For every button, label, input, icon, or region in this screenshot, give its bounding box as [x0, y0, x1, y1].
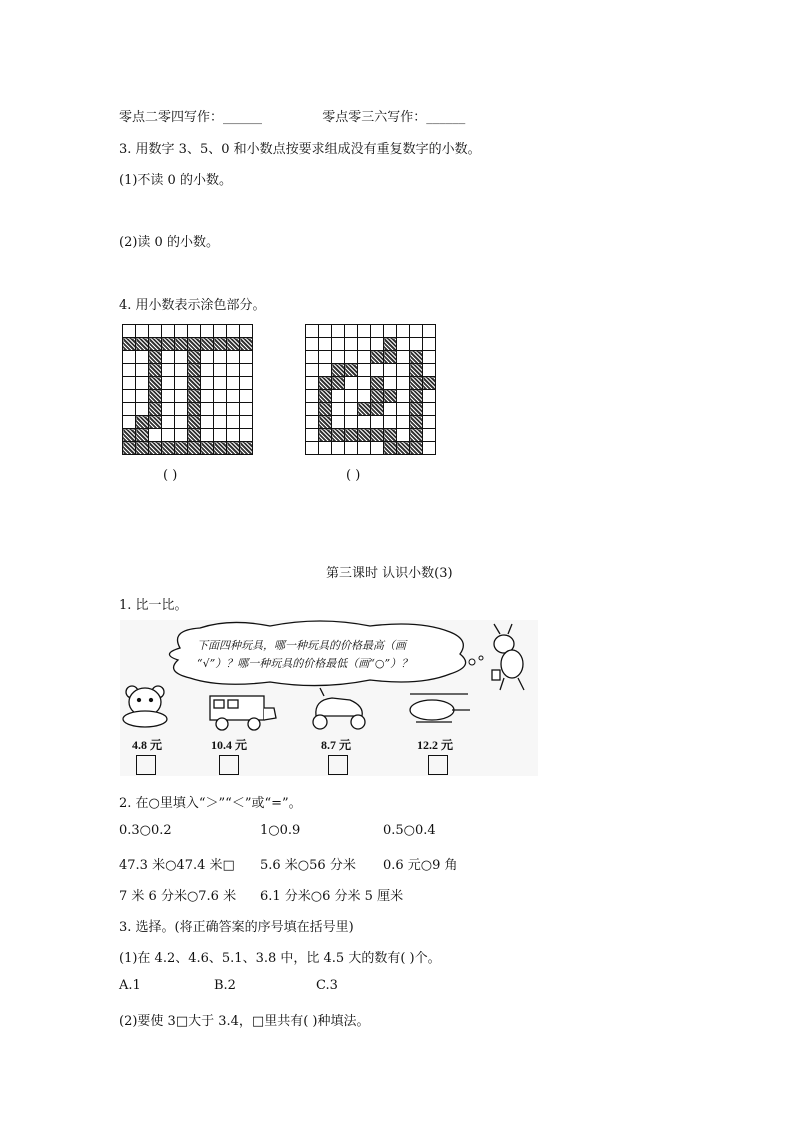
grid-cell [240, 364, 253, 377]
grid-cell [345, 416, 358, 429]
price-car: 10.4 元 [211, 738, 248, 752]
option-a: A.1 [119, 978, 141, 993]
grid-cell [136, 377, 149, 390]
choose-title: 3. 选择。(将正确答案的序号填在括号里) [119, 920, 354, 935]
fill-r3c1: 7 米 6 分米○7.6 米 [119, 889, 237, 904]
answer-right: ( ) [346, 468, 361, 483]
grid-cell [319, 364, 332, 377]
grid-cell [423, 429, 436, 442]
left-label: 零点二零四写作：______ [119, 110, 263, 125]
fill-title: 2. 在○里填入“＞”“＜”或“=”。 [119, 796, 302, 811]
grid-cell [345, 377, 358, 390]
grid-cell [423, 442, 436, 455]
scooter-icon [313, 688, 365, 729]
shaded-cell [410, 364, 423, 377]
shaded-cell [240, 442, 253, 455]
grid-cell [227, 364, 240, 377]
price-bear: 4.8 元 [132, 738, 163, 752]
toy-illustration [120, 620, 538, 776]
grid-cell [306, 416, 319, 429]
grid-cell [397, 325, 410, 338]
grid-cell [201, 351, 214, 364]
shaded-cell [188, 390, 201, 403]
shaded-cell [188, 442, 201, 455]
shaded-cell [384, 442, 397, 455]
grid-cell [358, 338, 371, 351]
grid-cell [123, 325, 136, 338]
grid-cell [306, 403, 319, 416]
shaded-cell [149, 403, 162, 416]
grid-cell [214, 325, 227, 338]
helicopter-icon [410, 694, 470, 722]
grid-cell [227, 403, 240, 416]
grid-cell [397, 416, 410, 429]
shaded-cell [240, 338, 253, 351]
grid-cell [358, 364, 371, 377]
grid-right [305, 324, 436, 455]
shaded-cell [188, 364, 201, 377]
bear-icon [123, 686, 167, 727]
grid-cell [332, 338, 345, 351]
grid-cell [149, 429, 162, 442]
shaded-cell [319, 429, 332, 442]
shaded-cell [175, 442, 188, 455]
shaded-cell [227, 338, 240, 351]
grid-cell [345, 403, 358, 416]
shaded-cell [410, 442, 423, 455]
shaded-cell [332, 429, 345, 442]
shaded-cell [149, 338, 162, 351]
grid-cell [384, 377, 397, 390]
grid-cell [345, 351, 358, 364]
q3-title: 3. 用数字 3、5、0 和小数点按要求组成没有重复数字的小数。 [119, 142, 481, 157]
grid-cell [423, 325, 436, 338]
grid-cell [175, 351, 188, 364]
shaded-cell [371, 377, 384, 390]
grid-cell [410, 338, 423, 351]
grid-cell [397, 377, 410, 390]
grid-cell [358, 351, 371, 364]
grid-cell [162, 351, 175, 364]
grid-cell [162, 325, 175, 338]
shaded-cell [384, 429, 397, 442]
grid-cell [149, 325, 162, 338]
grid-cell [358, 325, 371, 338]
bee-icon [492, 624, 524, 690]
grid-cell [397, 429, 410, 442]
grid-cell [371, 338, 384, 351]
grid-cell [397, 338, 410, 351]
shaded-cell [123, 429, 136, 442]
grid-cell [123, 416, 136, 429]
shaded-cell [319, 416, 332, 429]
shaded-cell [384, 338, 397, 351]
shaded-cell [136, 338, 149, 351]
shaded-cell [188, 338, 201, 351]
grid-cell [371, 364, 384, 377]
lesson-title: 第三课时 认识小数(3) [326, 566, 453, 581]
grid-cell [423, 351, 436, 364]
grid-cell [371, 442, 384, 455]
grid-cell [201, 403, 214, 416]
grid-cell [136, 351, 149, 364]
checkbox-car[interactable] [219, 755, 239, 775]
shaded-cell [319, 390, 332, 403]
shaded-cell [136, 429, 149, 442]
bubble-text: 下面四种玩具，哪一种玩具的价格最高（画 “√”）？哪一种玩具的价格最低（画“○”）？ [197, 639, 413, 670]
grid-cell [423, 338, 436, 351]
shaded-cell [149, 364, 162, 377]
grid-cell [397, 364, 410, 377]
grid-cell [123, 351, 136, 364]
grid-cell [397, 390, 410, 403]
grid-cell [332, 403, 345, 416]
shaded-cell [410, 429, 423, 442]
right-label: 零点零三六写作：______ [322, 110, 466, 125]
grid-cell [397, 351, 410, 364]
grid-cell [306, 351, 319, 364]
car-icon [210, 696, 276, 730]
shaded-cell [188, 416, 201, 429]
price-scooter: 8.7 元 [321, 738, 352, 752]
shaded-cell [149, 416, 162, 429]
grid-cell [358, 377, 371, 390]
grid-cell [306, 377, 319, 390]
grid-cell [227, 351, 240, 364]
shaded-cell [136, 442, 149, 455]
grid-cell [123, 390, 136, 403]
grid-cell [201, 325, 214, 338]
grid-cell [201, 377, 214, 390]
grid-cell [358, 416, 371, 429]
grid-cell [123, 377, 136, 390]
grid-cell [201, 390, 214, 403]
grid-cell [423, 416, 436, 429]
grid-cell [214, 429, 227, 442]
fill-r1c1: 0.3○0.2 [119, 823, 172, 838]
grid-cell [188, 325, 201, 338]
shaded-cell [162, 338, 175, 351]
grid-cell [306, 325, 319, 338]
grid-cell [162, 377, 175, 390]
shaded-cell [201, 338, 214, 351]
grid-cell [214, 377, 227, 390]
fill-r2c1: 47.3 米○47.4 米□ [119, 858, 235, 873]
grid-cell [214, 351, 227, 364]
choose-q2: (2)要使 3□大于 3.4，□里共有( )种填法。 [119, 1014, 370, 1029]
grid-cell [345, 390, 358, 403]
shaded-cell [358, 403, 371, 416]
grid-cell [175, 403, 188, 416]
shaded-cell [384, 351, 397, 364]
grid-cell [384, 416, 397, 429]
grid-cell [345, 442, 358, 455]
checkbox-helicopter[interactable] [428, 755, 448, 775]
shaded-cell [149, 377, 162, 390]
price-helicopter: 12.2 元 [417, 738, 454, 752]
fill-r2c3: 0.6 元○9 角 [383, 858, 458, 873]
grid-cell [240, 377, 253, 390]
grid-cell [319, 338, 332, 351]
grid-cell [410, 325, 423, 338]
shaded-cell [371, 351, 384, 364]
grid-cell [136, 390, 149, 403]
checkbox-bear[interactable] [136, 755, 156, 775]
option-c: C.3 [316, 978, 338, 993]
grid-cell [240, 429, 253, 442]
grid-cell [227, 429, 240, 442]
choose-q1: (1)在 4.2、4.6、5.1、3.8 中，比 4.5 大的数有( )个。 [119, 951, 441, 966]
shaded-cell [175, 338, 188, 351]
grid-cell [371, 416, 384, 429]
grid-cell [162, 403, 175, 416]
grid-cell [227, 416, 240, 429]
grid-cell [306, 429, 319, 442]
grid-cell [136, 325, 149, 338]
grid-cell [227, 325, 240, 338]
shaded-cell [423, 377, 436, 390]
fill-r1c3: 0.5○0.4 [383, 823, 436, 838]
grid-cell [332, 325, 345, 338]
shaded-cell [410, 390, 423, 403]
grid-cell [175, 364, 188, 377]
shaded-cell [201, 442, 214, 455]
grid-cell [306, 390, 319, 403]
shaded-cell [410, 416, 423, 429]
grid-cell [162, 364, 175, 377]
grid-cell [240, 325, 253, 338]
grid-cell [162, 390, 175, 403]
shaded-cell [371, 429, 384, 442]
shaded-cell [214, 338, 227, 351]
shaded-cell [410, 403, 423, 416]
shaded-cell [345, 364, 358, 377]
grid-cell [240, 416, 253, 429]
q4-title: 4. 用小数表示涂色部分。 [119, 298, 266, 313]
compare-title: 1. 比一比。 [119, 598, 188, 613]
grid-cell [136, 364, 149, 377]
shaded-cell [371, 403, 384, 416]
shaded-cell [410, 351, 423, 364]
shaded-cell [345, 429, 358, 442]
grid-cell [319, 325, 332, 338]
grid-cell [384, 364, 397, 377]
grid-cell [240, 351, 253, 364]
shaded-cell [188, 351, 201, 364]
q3-sub2: (2)读 0 的小数。 [119, 235, 219, 250]
shaded-cell [332, 364, 345, 377]
grid-cell [332, 416, 345, 429]
shaded-cell [149, 390, 162, 403]
grid-cell [319, 442, 332, 455]
grid-cell [175, 429, 188, 442]
grid-cell [306, 338, 319, 351]
grid-cell [227, 390, 240, 403]
shaded-cell [358, 429, 371, 442]
shaded-cell [227, 442, 240, 455]
grid-cell [332, 351, 345, 364]
shaded-cell [188, 377, 201, 390]
shaded-cell [123, 442, 136, 455]
grid-cell [214, 364, 227, 377]
grid-cell [123, 403, 136, 416]
grid-cell [240, 403, 253, 416]
grid-cell [345, 325, 358, 338]
grid-cell [175, 325, 188, 338]
grid-cell [384, 325, 397, 338]
grid-cell [319, 351, 332, 364]
grid-cell [201, 416, 214, 429]
grid-cell [175, 377, 188, 390]
shaded-cell [188, 403, 201, 416]
shaded-cell [319, 377, 332, 390]
shaded-cell [332, 377, 345, 390]
grid-cell [214, 403, 227, 416]
shaded-cell [136, 416, 149, 429]
checkbox-scooter[interactable] [328, 755, 348, 775]
grid-cell [397, 403, 410, 416]
grid-cell [358, 390, 371, 403]
grid-cell [227, 377, 240, 390]
grid-cell [306, 364, 319, 377]
grid-cell [201, 429, 214, 442]
grid-cell [423, 403, 436, 416]
grid-left [122, 324, 253, 455]
fill-r3c2: 6.1 分米○6 分米 5 厘米 [260, 889, 404, 904]
grid-cell [332, 390, 345, 403]
grid-cell [214, 390, 227, 403]
grid-cell [306, 442, 319, 455]
shaded-cell [188, 429, 201, 442]
grid-cell [240, 390, 253, 403]
grid-cell [162, 429, 175, 442]
top-line [119, 106, 465, 125]
fill-r1c2: 1○0.9 [260, 823, 301, 838]
grid-cell [175, 416, 188, 429]
shaded-cell [397, 442, 410, 455]
shaded-cell [149, 442, 162, 455]
grid-cell [136, 403, 149, 416]
shaded-cell [384, 390, 397, 403]
grid-cell [123, 364, 136, 377]
shaded-cell [162, 442, 175, 455]
grid-cell [423, 390, 436, 403]
answer-left: ( ) [163, 468, 178, 483]
grid-cell [201, 364, 214, 377]
grid-cell [384, 403, 397, 416]
grid-cell [358, 442, 371, 455]
grid-cell [423, 364, 436, 377]
grid-cell [162, 416, 175, 429]
shaded-cell [319, 403, 332, 416]
shaded-cell [149, 351, 162, 364]
grid-cell [332, 442, 345, 455]
option-b: B.2 [214, 978, 236, 993]
q3-sub1: (1)不读 0 的小数。 [119, 173, 232, 188]
grid-cell [214, 416, 227, 429]
grid-cell [345, 338, 358, 351]
shaded-cell [214, 442, 227, 455]
grid-cell [371, 325, 384, 338]
shaded-cell [371, 390, 384, 403]
shaded-cell [123, 338, 136, 351]
grid-cell [175, 390, 188, 403]
shaded-cell [410, 377, 423, 390]
fill-r2c2: 5.6 米○56 分米 [260, 858, 356, 873]
